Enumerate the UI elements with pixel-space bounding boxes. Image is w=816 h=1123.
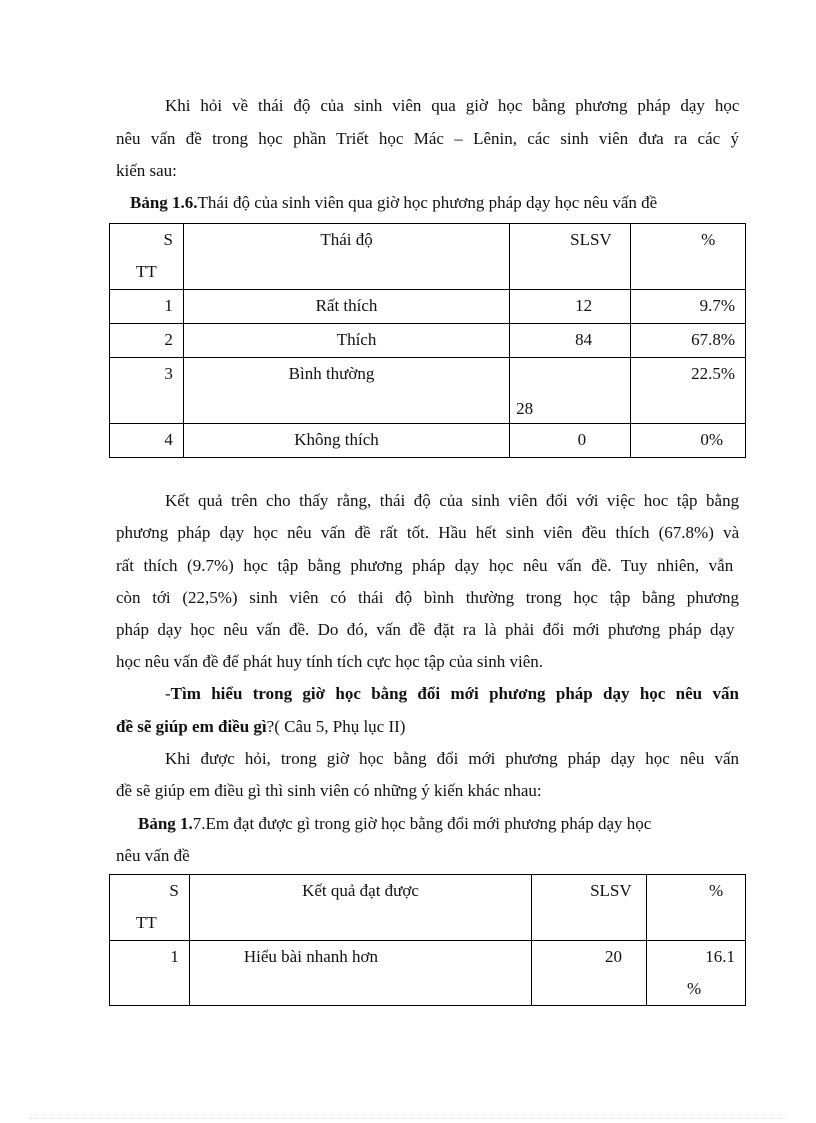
table-header-row: [110, 224, 746, 290]
col-header: Thái độ: [183, 224, 509, 290]
stt-header-b: TT: [136, 913, 157, 932]
pct-header: %: [647, 875, 746, 941]
row-slsv: 12: [510, 290, 631, 324]
pct-header: %: [631, 224, 746, 290]
question-line2: [116, 716, 405, 738]
table-row: [110, 941, 746, 1006]
col-header: Kết quả đạt được: [189, 875, 531, 941]
row-label: Không thích: [183, 424, 509, 458]
table16-caption: [130, 192, 657, 214]
para2-line1: Kết quả trên cho thấy rằng, thái độ của sinh viên đối với việc hoc tập bằng: [165, 491, 740, 510]
slsv-header: SLSV: [510, 224, 631, 290]
row-pct-value: 16.1: [705, 947, 735, 966]
table-row: [110, 324, 746, 358]
stt-header: [110, 224, 184, 290]
para2-line6: học nêu vấn đề để phát huy tính tích cực học tập của sinh viên.: [116, 652, 544, 671]
para1-line1: Khi hỏi về thái độ của sinh viên qua giờ học bằng phương pháp dạy học: [165, 96, 740, 115]
table-row: [110, 424, 746, 458]
row-stt: 2: [110, 324, 184, 358]
row-stt: 3: [110, 358, 184, 424]
row-label: Bình thường: [183, 358, 509, 424]
page-footer-rule: [30, 1118, 786, 1119]
table17-caption: [138, 813, 651, 835]
para3-line2: đề sẽ giúp em điều gì thì sinh viên có những ý kiến khác nhau:: [116, 781, 542, 800]
table17-caption-text: 7.Em đạt được gì trong giờ học bằng đổi mới phương pháp dạy học: [192, 814, 652, 833]
row-stt: 1: [110, 941, 190, 1006]
table-1-6: [109, 223, 746, 458]
table17-caption-line2: nêu vấn đề: [116, 846, 190, 865]
question-dash: -: [165, 684, 171, 703]
row-pct: 22.5%: [631, 358, 746, 424]
table-row: [110, 290, 746, 324]
para2-line5: pháp dạy học nêu vấn đề. Do đó, vấn đề đặt ra là phải đổi mới phương pháp dạy: [116, 620, 735, 639]
row-slsv: 0: [510, 424, 631, 458]
row-slsv: 84: [510, 324, 631, 358]
stt-header-a: S: [163, 230, 173, 249]
para2-line2: phương pháp dạy học nêu vấn đề rất tốt. Hầu hết sinh viên đều thích (67.8%) và: [116, 523, 740, 542]
row-pct: 67.8%: [631, 324, 746, 358]
stt-header-a: S: [169, 881, 179, 900]
question-bold1: Tìm hiểu trong giờ học bằng đổi mới phương pháp dạy học nêu vấn: [170, 684, 739, 703]
row-slsv: 28: [510, 358, 631, 424]
row-label: Rất thích: [183, 290, 509, 324]
row-pct: [647, 941, 746, 1006]
row-slsv: 20: [532, 941, 647, 1006]
question-line1: [165, 683, 739, 705]
stt-header-b: TT: [136, 262, 157, 281]
para1-line2: nêu vấn đề trong học phần Triết học Mác – Lênin, các sinh viên đưa ra các ý: [116, 129, 739, 148]
table-header-row: [110, 875, 746, 941]
row-label: Hiểu bài nhanh hơn: [189, 941, 531, 1006]
row-label: Thích: [183, 324, 509, 358]
row-pct-sign: %: [687, 979, 702, 998]
question-bold2: đề sẽ giúp em điều gì: [116, 717, 267, 736]
para1-line3: kiến sau:: [116, 161, 177, 180]
table-row: [110, 358, 746, 424]
stt-header: [110, 875, 190, 941]
para2-line4: còn tới (22,5%) sinh viên có thái độ bình thường trong học tập bằng phương: [116, 588, 739, 607]
row-pct: 0%: [631, 424, 746, 458]
row-stt: 1: [110, 290, 184, 324]
para2-line3: rất thích (9.7%) học tập bằng phương pháp dạy học nêu vấn đề. Tuy nhiên, vẫn: [116, 556, 734, 575]
table16-caption-text: Thái độ của sinh viên qua giờ học phương pháp dạy học nêu vấn đề: [197, 193, 658, 212]
table-1-7: [109, 874, 746, 1006]
table17-caption-label: Bảng 1.: [138, 814, 193, 833]
table16-caption-label: Bảng 1.6.: [130, 193, 198, 212]
row-pct: 9.7%: [631, 290, 746, 324]
question-ref: ?( Câu 5, Phụ lục II): [266, 717, 406, 736]
para3-line1: Khi được hỏi, trong giờ học bằng đổi mới phương pháp dạy học nêu vấn: [165, 749, 739, 768]
row-stt: 4: [110, 424, 184, 458]
slsv-header: SLSV: [532, 875, 647, 941]
